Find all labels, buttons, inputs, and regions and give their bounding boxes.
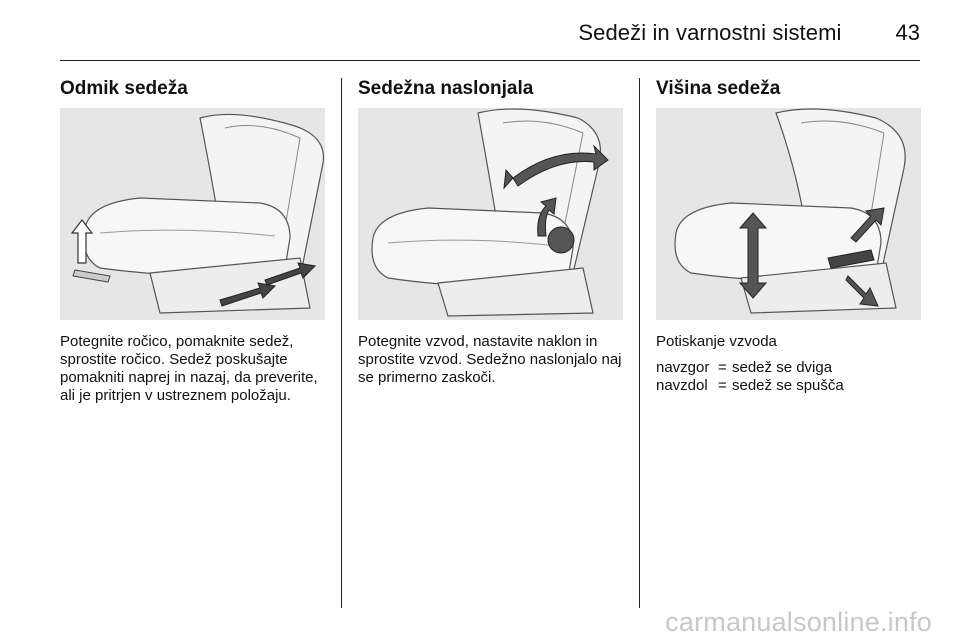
definition-row-up (656, 359, 921, 377)
header-rule (60, 60, 920, 61)
page-header (578, 20, 920, 50)
seatback-recline-illustration (358, 108, 623, 320)
heading-seat-position: Odmik sedeža (60, 78, 188, 99)
page-number: 43 (895, 20, 920, 45)
description: sedež se dviga (732, 359, 833, 376)
paragraph: Potegnite ročico, pomaknite sedež, sprostite ročico. Sedež poskušajte pomakniti naprej in nazaj, da preverite, ali je pritrjen v ustreznem položaju. (60, 333, 318, 404)
definition-row-down (656, 377, 921, 395)
instructions-seat-height (656, 333, 921, 395)
heading-seatbacks: Sedežna naslonjala (358, 78, 534, 99)
column-seat-position (60, 78, 325, 404)
column-divider-1 (341, 78, 342, 608)
paragraph: Potegnite vzvod, nastavite naklon in sprostite vzvod. Sedežno naslonjalo naj se primerno zaskoči. (358, 333, 622, 386)
term: navzgor (656, 359, 710, 376)
column-seat-height (656, 78, 921, 394)
term: navzdol (656, 377, 708, 394)
description: sedež se spušča (732, 377, 844, 394)
column-seatbacks (358, 78, 623, 386)
instructions-seatbacks (358, 333, 623, 395)
heading-seat-height: Višina sedeža (656, 78, 781, 99)
equals: = (718, 377, 727, 394)
definition-list (656, 359, 921, 395)
instructions-seat-position (60, 333, 325, 413)
column-divider-2 (639, 78, 640, 608)
seat-slide-illustration (60, 108, 325, 320)
section-title: Sedeži in varnostni sistemi (578, 20, 842, 45)
equals: = (718, 359, 727, 376)
paragraph: Potiskanje vzvoda (656, 333, 777, 350)
watermark: carmanualsonline.info (665, 607, 932, 637)
seat-height-illustration (656, 108, 921, 320)
